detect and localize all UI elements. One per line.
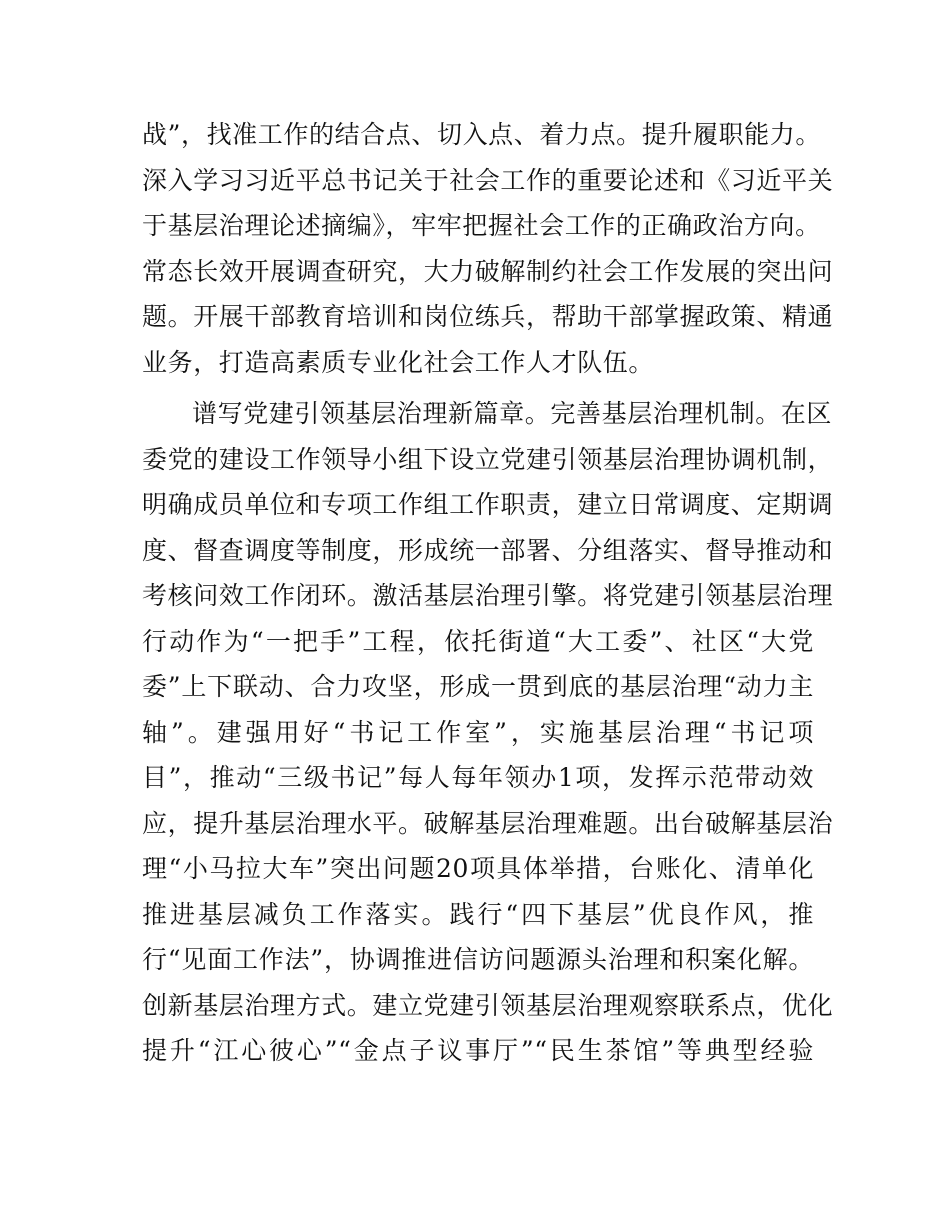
text-line: 度、督查调度等制度，形成统一部署、分组落实、督导推动和 — [142, 535, 834, 565]
text-line: 常态长效开展调查研究，大力破解制约社会工作发展的突出问 — [142, 256, 834, 286]
text-line: 明确成员单位和专项工作组工作职责，建立日常调度、定期调 — [142, 490, 834, 519]
text-line: 于基层治理论述摘编》，牢牢把握社会工作的正确政治方向。 — [142, 211, 821, 240]
text-line: 理“小马拉大车”突出问题20项具体举措，台账化、清单化 — [142, 854, 814, 883]
text-line: 战”，找准工作的结合点、切入点、着力点。提升履职能力。 — [142, 120, 821, 149]
text-line: 目”，推动“三级书记”每人每年领办1项，发挥示范带动效 — [142, 763, 814, 792]
text-line: 题。开展干部教育培训和岗位练兵，帮助干部掌握政策、精通 — [142, 302, 834, 331]
text-line: 谱写党建引领基层治理新篇章。完善基层治理机制。在区 — [192, 399, 833, 428]
text-line: 提升“江心彼心”“金点子议事厅”“民生茶馆”等典型经验 — [142, 1036, 814, 1065]
paragraph-2 — [142, 391, 834, 1074]
text-line: 委”上下联动、合力攻坚，形成一贯到底的基层治理“动力主 — [142, 672, 814, 701]
text-line: 应，提升基层治理水平。破解基层治理难题。出台破解基层治 — [142, 808, 834, 838]
text-line: 业务，打造高素质专业化社会工作人才队伍。 — [142, 347, 655, 377]
paragraph-1 — [142, 112, 834, 385]
text-line: 委党的建设工作领导小组下设立党建引领基层治理协调机制， — [142, 444, 834, 474]
text-line: 行“见面工作法”，协调推进信访问题源头治理和积案化解。 — [142, 945, 814, 974]
text-line: 推进基层减负工作落实。践行“四下基层”优良作风，推 — [142, 899, 814, 929]
text-line: 深入学习习近平总书记关于社会工作的重要论述和《习近平关 — [142, 165, 834, 195]
text-line: 考核问效工作闭环。激活基层治理引擎。将党建引领基层治理 — [142, 581, 834, 610]
text-line: 行动作为“一把手”工程，依托街道“大工委”、社区“大党 — [142, 626, 814, 656]
document-body — [142, 112, 834, 1074]
text-line: 轴”。建强用好“书记工作室”，实施基层治理“书记项 — [142, 717, 814, 747]
text-line: 创新基层治理方式。建立党建引领基层治理观察联系点，优化 — [142, 990, 834, 1020]
